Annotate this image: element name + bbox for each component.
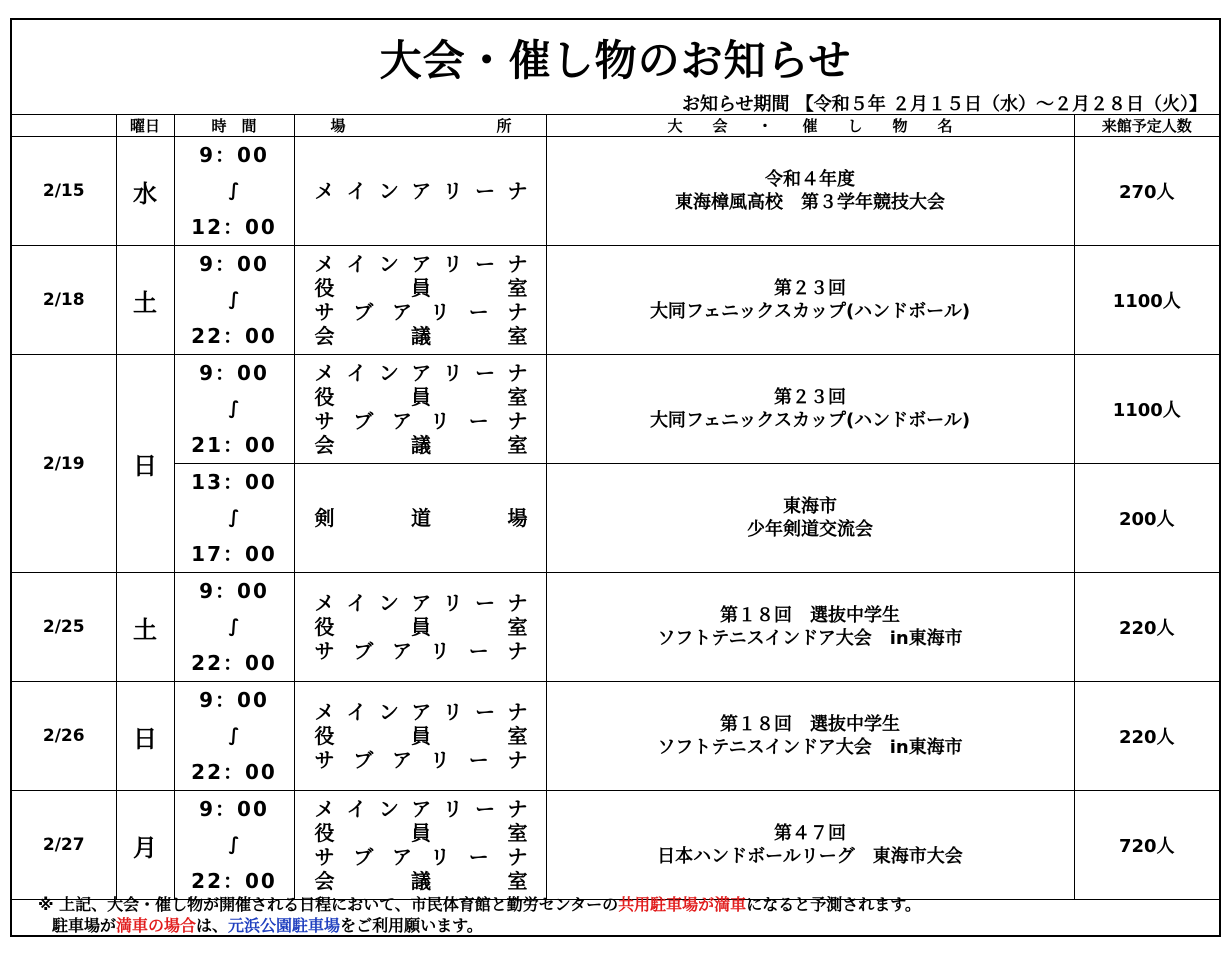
- note-line-1: [38, 894, 921, 915]
- time-range-mark: ∫: [228, 616, 240, 637]
- event-cell: [546, 137, 1074, 246]
- time-cell: [174, 355, 294, 464]
- time-cell: [174, 464, 294, 573]
- event-name-line: 令和４年度: [765, 169, 855, 190]
- event-name-line: ソフトテニスインドア大会 in東海市: [657, 737, 963, 758]
- end-time: 22：00: [191, 651, 277, 675]
- event-name-line: ソフトテニスインドア大会 in東海市: [657, 628, 963, 649]
- event-name-line: 少年剣道交流会: [747, 519, 873, 540]
- event-name-line: 第１８回 選抜中学生: [720, 714, 900, 735]
- note-highlight-red: 満車の場合: [116, 916, 197, 935]
- place-name: 剣道場: [314, 506, 528, 530]
- event-cell: [546, 464, 1074, 573]
- event-cell: [546, 573, 1074, 682]
- place-cell: [294, 246, 546, 355]
- event-cell: [546, 355, 1074, 464]
- event-name-line: 第４７回: [774, 823, 846, 844]
- place-name: 役員室: [314, 724, 528, 748]
- time-range-mark: ∫: [228, 398, 240, 419]
- time-range-mark: ∫: [228, 834, 240, 855]
- notice-sheet: [10, 18, 1221, 937]
- schedule-table: [12, 114, 1219, 900]
- place-name: サブアリーナ: [314, 748, 528, 772]
- place-name: 会議室: [314, 869, 528, 893]
- event-name-line: 東海樟風高校 第３学年競技大会: [675, 192, 945, 213]
- table-row: [12, 573, 1219, 682]
- start-time: 9：00: [199, 797, 269, 821]
- note-highlight-blue: 元浜公園駐車場: [228, 916, 341, 935]
- attendance-count: 220人: [1074, 682, 1219, 791]
- note-text: ※ 上記、大会・催し物が開催される日程において、市民体育館と勤労センターの: [38, 895, 619, 914]
- event-name-line: 大同フェニックスカップ(ハンドボール): [649, 410, 971, 431]
- attendance-count: 1100人: [1074, 355, 1219, 464]
- place-name: 役員室: [314, 821, 528, 845]
- table-row: [12, 137, 1219, 246]
- end-time: 21：00: [191, 433, 277, 457]
- time-range-mark: ∫: [228, 507, 240, 528]
- time-cell: [174, 682, 294, 791]
- header-date: [12, 115, 116, 137]
- place-name: サブアリーナ: [314, 845, 528, 869]
- table-row: [12, 791, 1219, 900]
- weekday-cell: 月: [116, 791, 174, 900]
- date-cell: 2/27: [12, 791, 116, 900]
- end-time: 17：00: [191, 542, 277, 566]
- page-title: 大会・催し物のお知らせ: [379, 36, 852, 85]
- event-cell: [546, 682, 1074, 791]
- place-name: メインアリーナ: [314, 591, 528, 615]
- place-cell: [294, 464, 546, 573]
- end-time: 22：00: [191, 324, 277, 348]
- place-name: メインアリーナ: [314, 179, 528, 203]
- note-text: になると予測されます。: [746, 895, 921, 914]
- event-cell: [546, 246, 1074, 355]
- place-cell: [294, 573, 546, 682]
- header-place-b: 所: [496, 117, 512, 135]
- end-time: 12：00: [191, 215, 277, 239]
- place-cell: [294, 355, 546, 464]
- note-text: をご利用願います。: [340, 916, 483, 935]
- date-cell: 2/25: [12, 573, 116, 682]
- place-cell: [294, 682, 546, 791]
- date-cell: 2/18: [12, 246, 116, 355]
- start-time: 9：00: [199, 579, 269, 603]
- place-name: 会議室: [314, 433, 528, 457]
- start-time: 9：00: [199, 361, 269, 385]
- time-cell: [174, 246, 294, 355]
- place-name: メインアリーナ: [314, 700, 528, 724]
- attendance-count: 1100人: [1074, 246, 1219, 355]
- note-highlight-red: 共用駐車場が満車: [618, 895, 747, 914]
- weekday-cell: 日: [116, 355, 174, 573]
- event-name-line: 第２３回: [774, 387, 846, 408]
- header-place-a: 場: [330, 117, 346, 135]
- place-name: サブアリーナ: [314, 409, 528, 433]
- date-cell: 2/26: [12, 682, 116, 791]
- place-name: 役員室: [314, 615, 528, 639]
- event-cell: [546, 791, 1074, 900]
- place-name: 役員室: [314, 385, 528, 409]
- weekday-cell: 日: [116, 682, 174, 791]
- place-name: メインアリーナ: [314, 797, 528, 821]
- attendance-count: 270人: [1074, 137, 1219, 246]
- event-name-line: 日本ハンドボールリーグ 東海市大会: [657, 846, 963, 867]
- time-range-mark: ∫: [228, 180, 240, 201]
- header-dow: 曜日: [116, 115, 174, 137]
- place-cell: [294, 791, 546, 900]
- start-time: 9：00: [199, 688, 269, 712]
- table-row: [12, 355, 1219, 464]
- time-cell: [174, 791, 294, 900]
- attendance-count: 720人: [1074, 791, 1219, 900]
- parking-note: [38, 894, 921, 936]
- time-range-mark: ∫: [228, 725, 240, 746]
- weekday-cell: 水: [116, 137, 174, 246]
- place-cell: [294, 137, 546, 246]
- weekday-cell: 土: [116, 573, 174, 682]
- header-place: [294, 115, 546, 137]
- time-cell: [174, 137, 294, 246]
- table-row: [12, 464, 1219, 573]
- start-time: 9：00: [199, 252, 269, 276]
- notice-period: お知らせ期間 【令和５年 ２月１５日（水）～２月２８日（火）】: [682, 94, 1207, 115]
- date-cell: 2/19: [12, 355, 116, 573]
- place-name: 役員室: [314, 276, 528, 300]
- event-name-line: 第２３回: [774, 278, 846, 299]
- event-name-line: 第１８回 選抜中学生: [720, 605, 900, 626]
- header-event: 大 会 ・ 催 し 物 名: [546, 115, 1074, 137]
- attendance-count: 220人: [1074, 573, 1219, 682]
- start-time: 9：00: [199, 143, 269, 167]
- table-header-row: [12, 115, 1219, 137]
- place-name: 会議室: [314, 324, 528, 348]
- time-cell: [174, 573, 294, 682]
- header-count: 来館予定人数: [1074, 115, 1219, 137]
- note-text: 駐車場が: [52, 916, 117, 935]
- event-name-line: 大同フェニックスカップ(ハンドボール): [649, 301, 971, 322]
- place-name: サブアリーナ: [314, 639, 528, 663]
- weekday-cell: 土: [116, 246, 174, 355]
- table-row: [12, 246, 1219, 355]
- event-name-line: 東海市: [783, 496, 837, 517]
- place-name: メインアリーナ: [314, 252, 528, 276]
- table-row: [12, 682, 1219, 791]
- start-time: 13：00: [191, 470, 277, 494]
- note-text: は、: [196, 916, 229, 935]
- place-name: サブアリーナ: [314, 300, 528, 324]
- end-time: 22：00: [191, 760, 277, 784]
- note-line-2: [38, 915, 921, 936]
- place-name: メインアリーナ: [314, 361, 528, 385]
- attendance-count: 200人: [1074, 464, 1219, 573]
- header-time: 時 間: [174, 115, 294, 137]
- date-cell: 2/15: [12, 137, 116, 246]
- time-range-mark: ∫: [228, 289, 240, 310]
- end-time: 22：00: [191, 869, 277, 893]
